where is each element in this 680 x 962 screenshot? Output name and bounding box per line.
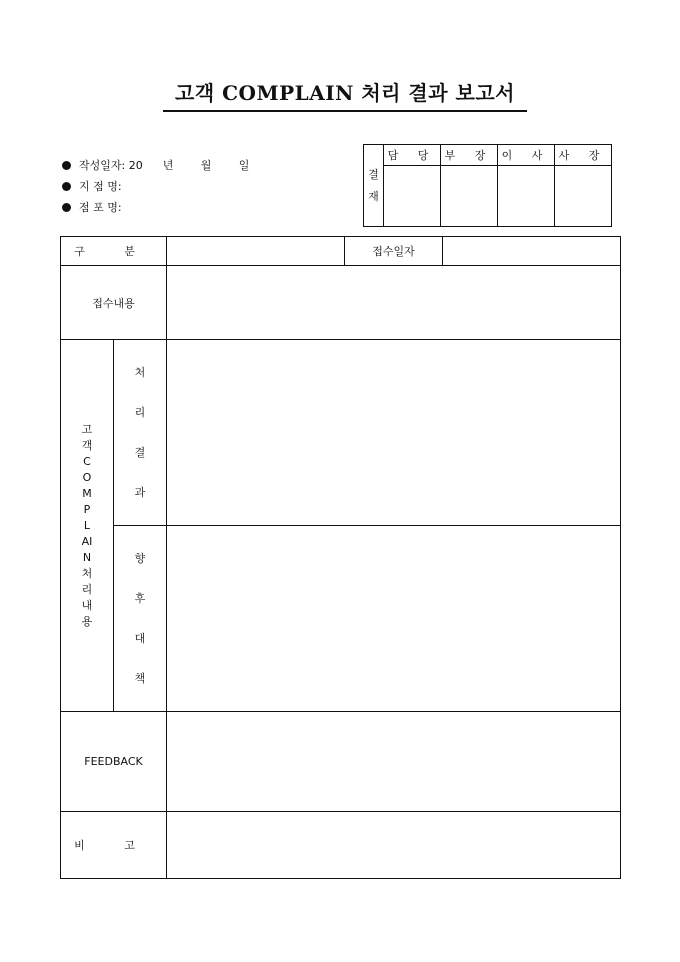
future-field[interactable] <box>167 526 621 712</box>
approval-box <box>363 144 612 227</box>
bullet-icon <box>62 161 71 170</box>
branch-label: 지 점 명: <box>79 180 122 193</box>
approval-role-president: 사 장 <box>555 145 612 166</box>
document-title: 고객 COMPLAIN 처리 결과 보고서 <box>163 78 527 112</box>
feedback-field[interactable] <box>167 712 621 812</box>
year-label: 년 <box>162 159 174 172</box>
category-label: 구 분 <box>61 237 167 266</box>
signature-cell[interactable] <box>441 166 498 227</box>
date-row <box>62 155 277 176</box>
document-info <box>62 155 277 218</box>
future-label: 향후대책 <box>114 526 167 712</box>
receipt-content-field[interactable] <box>167 266 621 340</box>
month-label: 월 <box>200 159 212 172</box>
approval-label: 결 재 <box>364 145 384 227</box>
report-table <box>60 236 621 879</box>
signature-cell[interactable] <box>384 166 441 227</box>
receipt-date-label: 접수일자 <box>345 237 443 266</box>
signature-cell[interactable] <box>555 166 612 227</box>
day-label: 일 <box>238 159 250 172</box>
complain-section-text: 고객COMPLAIN처리내용 <box>81 422 93 628</box>
signature-cell[interactable] <box>498 166 555 227</box>
approval-role-director: 이 사 <box>498 145 555 166</box>
result-field[interactable] <box>167 340 621 526</box>
bullet-icon <box>62 203 71 212</box>
store-label: 점 포 명: <box>79 201 122 214</box>
complain-section-label <box>61 340 114 712</box>
result-label: 처리결과 <box>114 340 167 526</box>
branch-row <box>62 176 277 197</box>
remarks-label: 비 고 <box>61 812 167 879</box>
approval-role-dept-head: 부 장 <box>441 145 498 166</box>
bullet-icon <box>62 182 71 191</box>
approval-role-manager: 담 당 <box>384 145 441 166</box>
category-field[interactable] <box>167 237 345 266</box>
date-label: 작성일자: 20 <box>79 159 143 172</box>
receipt-content-label: 접수내용 <box>61 266 167 340</box>
remarks-field[interactable] <box>167 812 621 879</box>
store-row <box>62 197 277 218</box>
feedback-label: FEEDBACK <box>61 712 167 812</box>
receipt-date-field[interactable] <box>443 237 621 266</box>
